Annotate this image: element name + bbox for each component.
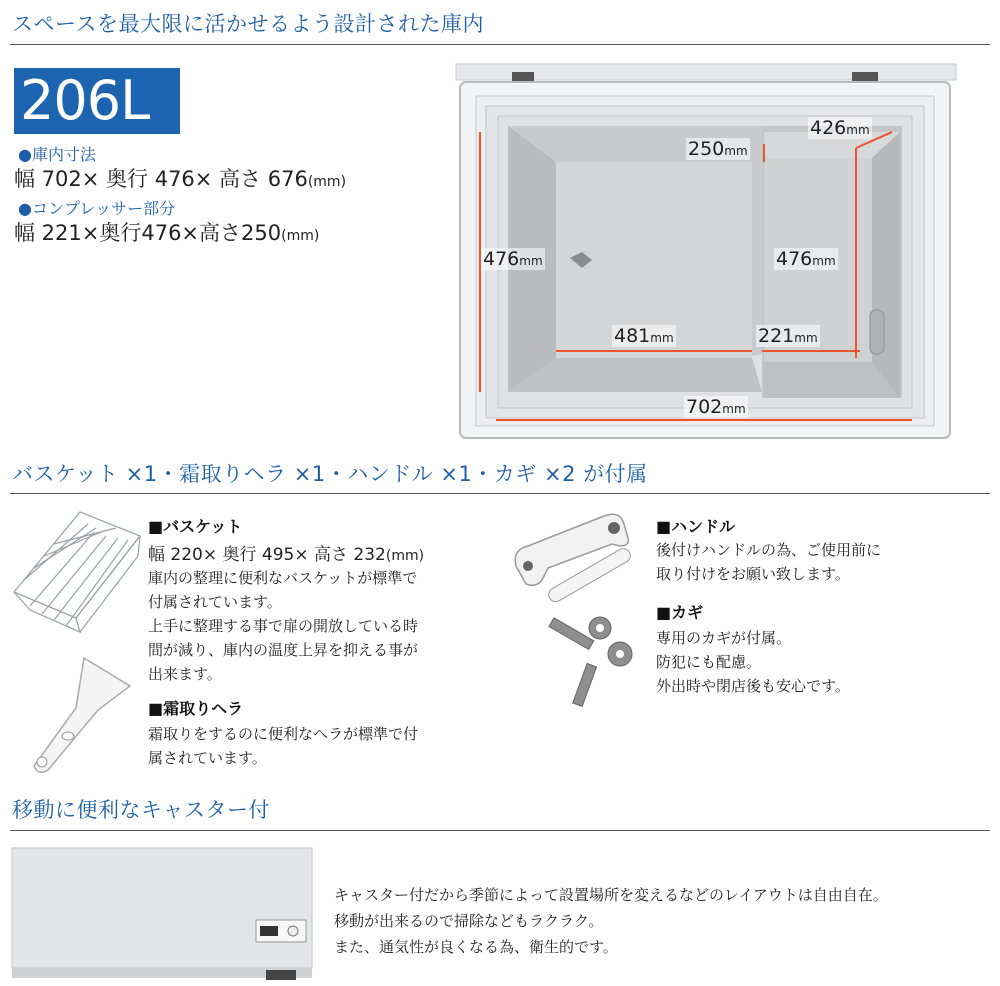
handle-description bbox=[656, 538, 976, 586]
dim-221 bbox=[756, 325, 820, 347]
interior-dims-unit: (mm) bbox=[307, 174, 347, 190]
scraper-description bbox=[148, 722, 468, 770]
handle-title: ■ハンドル bbox=[656, 517, 736, 536]
caster-text-line: 移動が出来るので掃除などもラクラク。 bbox=[334, 912, 604, 930]
key-title: ■カギ bbox=[656, 603, 704, 622]
dim-unit: mm bbox=[724, 144, 748, 158]
dim-221-value: 221 bbox=[758, 325, 795, 347]
scraper-text-line: 霜取りをするのに便利なヘラが標準で付 bbox=[148, 725, 419, 743]
key-text-line: 防犯にも配慮。 bbox=[656, 653, 762, 671]
dim-481 bbox=[612, 325, 676, 347]
dim-426-value: 426 bbox=[810, 117, 847, 139]
interior-dims-value bbox=[14, 163, 346, 193]
dim-unit: mm bbox=[519, 254, 543, 268]
basket-title: ■バスケット bbox=[148, 517, 243, 536]
dim-426 bbox=[808, 117, 872, 139]
compressor-dims-label: ●コンプレッサー部分 bbox=[18, 199, 176, 218]
interior-dims-label: ●庫内寸法 bbox=[18, 145, 96, 164]
dim-702 bbox=[684, 396, 748, 418]
basket-text-line: 上手に整理する事で扉の開放している時 bbox=[148, 617, 419, 635]
dim-702-value: 702 bbox=[686, 396, 723, 418]
key-text-line: 専用のカギが付属。 bbox=[656, 629, 792, 647]
caster-text-line: また、通気性が良くなる為、衛生的です。 bbox=[334, 938, 618, 956]
compressor-dims-text: 幅 221×奥行476×高さ250 bbox=[14, 221, 282, 245]
divider bbox=[10, 830, 990, 831]
handle-image bbox=[508, 506, 640, 614]
key-text-line: 外出時や閉店後も安心です。 bbox=[656, 677, 850, 695]
basket-text-line: 庫内の整理に便利なバスケットが標準で bbox=[148, 569, 418, 587]
basket-text-line: 間が減り、庫内の温度上昇を抑える事が bbox=[148, 641, 419, 659]
section-heading-accessories: バスケット ×1・霜取りヘラ ×1・ハンドル ×1・カギ ×2 が付属 bbox=[12, 462, 648, 486]
dim-250 bbox=[686, 138, 750, 160]
basket-description bbox=[148, 566, 468, 686]
freezer-caster-image bbox=[10, 846, 314, 980]
basket-dims-unit: (mm) bbox=[385, 548, 425, 564]
handle-text-line: 後付けハンドルの為、ご使用前に bbox=[656, 541, 882, 559]
dim-unit: mm bbox=[794, 331, 818, 345]
dim-476-right-value: 476 bbox=[776, 248, 813, 270]
basket-text-line: 付属されています。 bbox=[148, 593, 282, 611]
basket-dims bbox=[148, 540, 424, 565]
dim-250-value: 250 bbox=[688, 138, 725, 160]
dim-476-right bbox=[774, 248, 838, 270]
section-heading-casters: 移動に便利なキャスター付 bbox=[12, 798, 270, 822]
dim-476-left-value: 476 bbox=[483, 248, 520, 270]
compressor-dims-unit: (mm) bbox=[281, 228, 320, 244]
basket-image bbox=[10, 506, 144, 636]
scraper-image bbox=[26, 652, 136, 778]
basket-text-line: 出来ます。 bbox=[148, 665, 222, 683]
capacity-badge: 206L bbox=[14, 68, 180, 134]
divider bbox=[10, 44, 990, 45]
scraper-text-line: 属されています。 bbox=[148, 749, 267, 767]
dim-unit: mm bbox=[650, 331, 674, 345]
caster-description bbox=[334, 882, 984, 960]
section-heading-interior: スペースを最大限に活かせるよう設計された庫内 bbox=[12, 12, 484, 36]
keys-image bbox=[540, 614, 636, 708]
dim-476-left bbox=[481, 248, 545, 270]
basket-dims-text: 幅 220× 奥行 495× 高さ 232 bbox=[148, 545, 386, 565]
scraper-title: ■霜取りヘラ bbox=[148, 699, 244, 718]
dim-481-value: 481 bbox=[614, 325, 651, 347]
compressor-dims-value bbox=[14, 217, 319, 247]
interior-dims-text: 幅 702× 奥行 476× 高さ 676 bbox=[14, 167, 308, 191]
dim-unit: mm bbox=[722, 402, 746, 416]
caster-text-line: キャスター付だから季節によって設置場所を変えるなどのレイアウトは自由自在。 bbox=[334, 886, 888, 904]
divider bbox=[10, 493, 990, 494]
dim-unit: mm bbox=[846, 123, 870, 137]
dim-unit: mm bbox=[812, 254, 836, 268]
key-description bbox=[656, 626, 976, 698]
handle-text-line: 取り付けをお願い致します。 bbox=[656, 565, 850, 583]
